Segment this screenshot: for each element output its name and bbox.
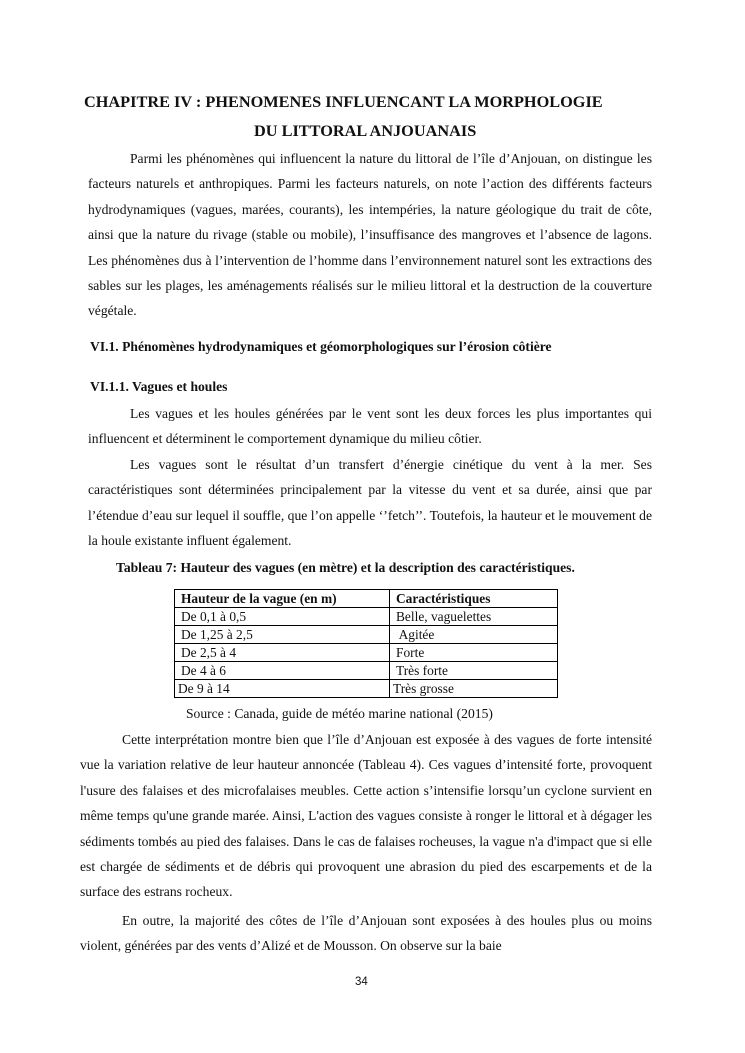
table-row xyxy=(175,608,558,626)
table-cell: Belle, vaguelettes xyxy=(390,608,558,626)
table-cell: De 2,5 à 4 xyxy=(175,644,390,662)
table-row xyxy=(175,644,558,662)
table-cell: De 0,1 à 0,5 xyxy=(175,608,390,626)
table-caption: Tableau 7: Hauteur des vagues (en mètre) et la description des caractéristiques. xyxy=(116,560,575,575)
table-header-cell: Hauteur de la vague (en m) xyxy=(175,590,390,608)
subsection-heading: VI.1.1. Vagues et houles xyxy=(90,379,228,394)
table-row xyxy=(175,626,558,644)
houles-paragraph: En outre, la majorité des côtes de l’île d’Anjouan sont exposées à des houles plus ou moins violent, générées par des vents d’Alizé et de Mousson. On observe sur la baie xyxy=(80,913,652,954)
vagues-paragraph-1: Les vagues et les houles générées par le vent sont les deux forces les plus importantes qui influencent et déterminent le comportement dynamique du milieu côtier. xyxy=(88,406,652,447)
table-cell: Agitée xyxy=(390,626,558,644)
intro-paragraph: Parmi les phénomènes qui influencent la nature du littoral de l’île d’Anjouan, on distingue les facteurs naturels et anthropiques. Parmi les facteurs naturels, on note l’action des différents facteurs hydrodynamiques (vagues, marées, courants), les intempéries, la nature géologique du trait de côte, ainsi que la nature du rivage (stable ou mobile), l’insuffisance des mangroves et l’absence de lagons. Les phénomènes dus à l’intervention de l’homme dans l’environnement naturel sont les extractions des sables sur les plages, les aménagements réalisés sur le milieu littoral et la destruction de la couverture végétale. xyxy=(88,151,652,319)
page-number: 34 xyxy=(355,976,368,988)
table-cell: Très grosse xyxy=(390,680,558,698)
section-heading: VI.1. Phénomènes hydrodynamiques et géomorphologiques sur l’érosion côtière xyxy=(90,339,552,354)
chapter-title-line-2: DU LITTORAL ANJOUANAIS xyxy=(254,121,477,140)
table-row xyxy=(175,662,558,680)
vagues-paragraph-2: Les vagues sont le résultat d’un transfert d’énergie cinétique du vent à la mer. Ses caractéristiques sont déterminées principalement par la vitesse du vent et sa durée, ainsi que par l’étendue d’eau sur lequel il souffle, que l’on appelle ‘’fetch’’. Toutefois, la hauteur et le mouvement de la houle existante influent également. xyxy=(88,457,652,549)
table-cell: Forte xyxy=(390,644,558,662)
table-source: Source : Canada, guide de météo marine national (2015) xyxy=(186,706,493,721)
wave-height-table xyxy=(174,589,558,698)
table-header-row xyxy=(175,590,558,608)
chapter-title-line-1: CHAPITRE IV : PHENOMENES INFLUENCANT LA MORPHOLOGIE xyxy=(84,92,603,111)
table-cell: De 4 à 6 xyxy=(175,662,390,680)
table-cell: Très forte xyxy=(390,662,558,680)
interpretation-paragraph: Cette interprétation montre bien que l’île d’Anjouan est exposée à des vagues de forte intensité vue la variation relative de leur hauteur annoncée (Tableau 4). Ces vagues d’intensité forte, provoquent l'usure des falaises et des microfalaises meubles. Cette action s’intensifie lorsqu’un cyclone survient en même temps qu'une grande marée. Ainsi, L'action des vagues consiste à ronger le littoral et à dégager les sédiments tombés au pied des falaises. Dans le cas de falaises rocheuses, la vague n'a d'impact que si elle est chargée de sédiments et de débris qui provoquent une abrasion du pied des escarpements et de la surface des estrans rocheux. xyxy=(80,732,652,900)
table-cell: De 9 à 14 xyxy=(175,680,390,698)
table-header-cell: Caractéristiques xyxy=(390,590,558,608)
table-row xyxy=(175,680,558,698)
table-cell: De 1,25 à 2,5 xyxy=(175,626,390,644)
